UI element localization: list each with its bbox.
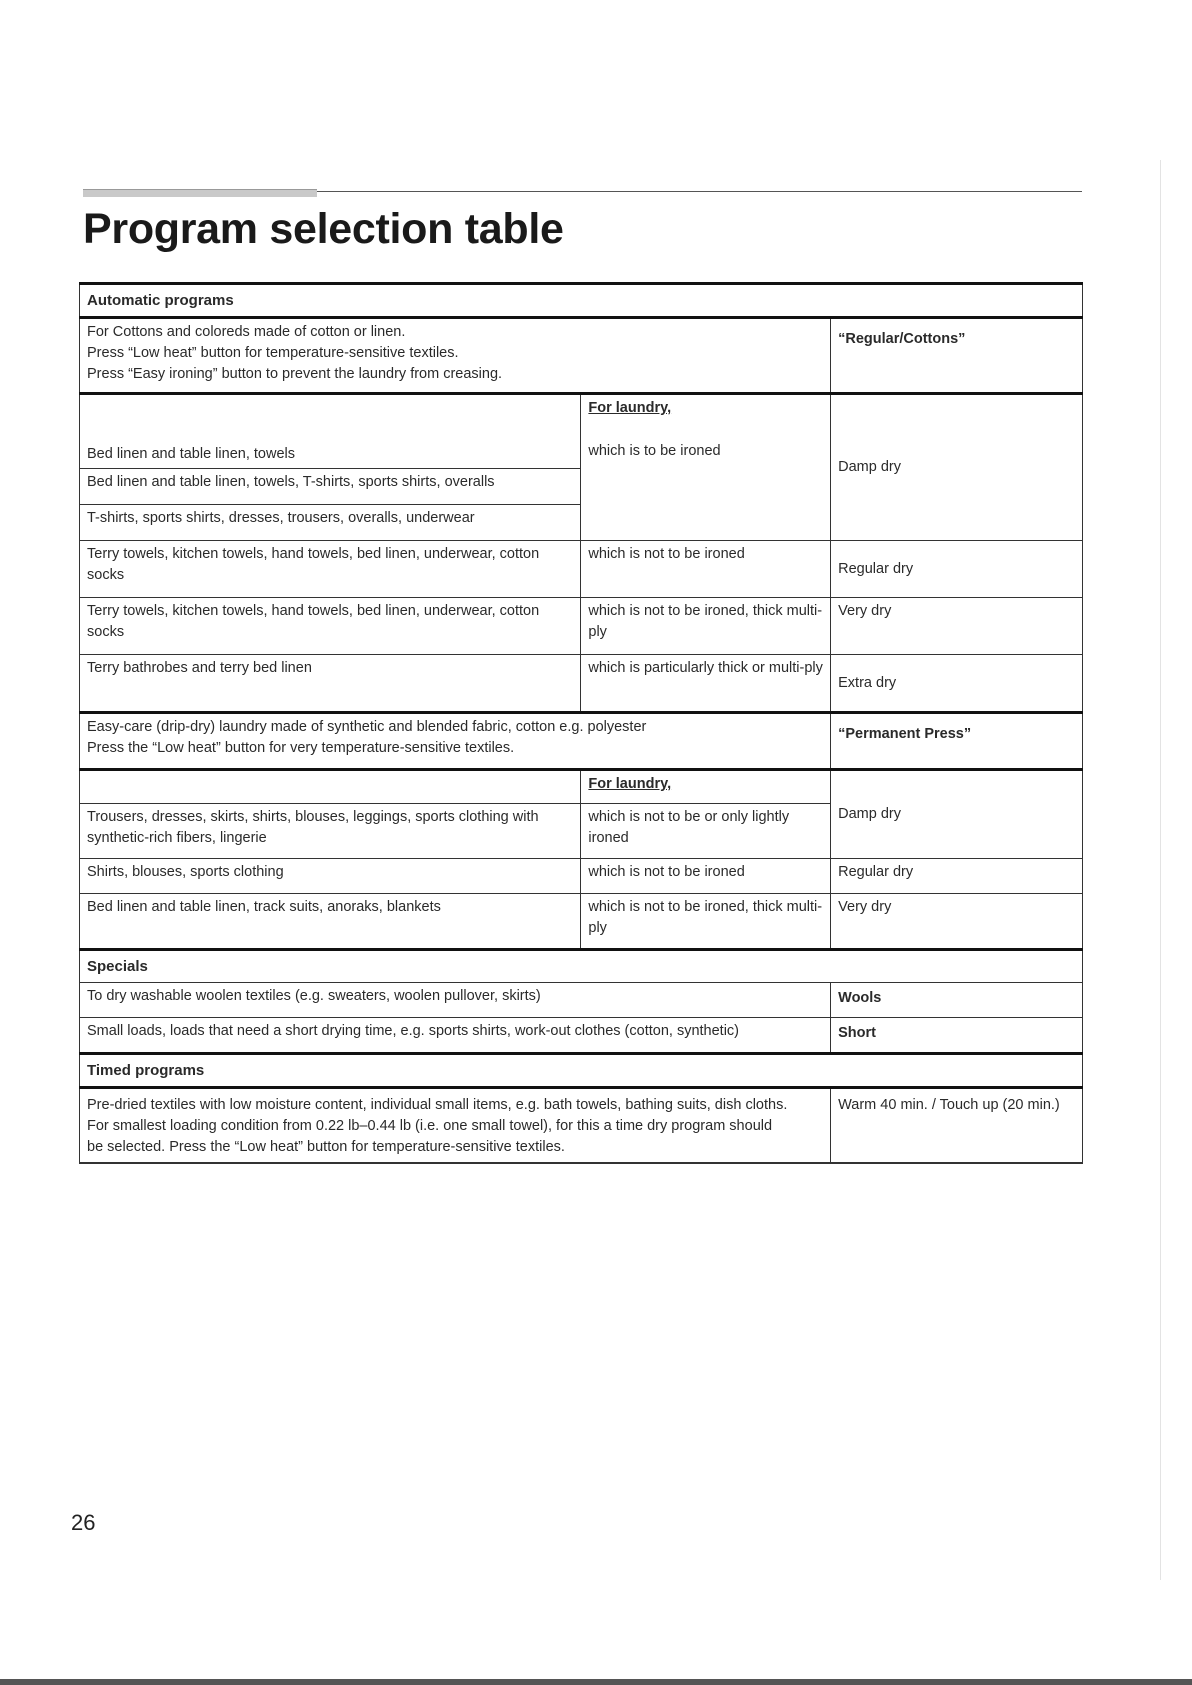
description-line: Press “Low heat” button for temperature-sensitive textiles. xyxy=(87,345,459,361)
description-line: Press the “Low heat” button for very temperature-sensitive textiles. xyxy=(87,740,515,756)
description-line: For Cottons and coloreds made of cotton or linen. xyxy=(87,324,406,340)
description-line: Easy-care (drip-dry) laundry made of synthetic and blended fabric, cotton e.g. polyester xyxy=(87,719,647,735)
program-description xyxy=(80,713,831,770)
description-line: be selected. Press the “Low heat” button for temperature-sensitive textiles. xyxy=(87,1139,565,1155)
table-row xyxy=(80,859,1083,894)
table-row xyxy=(80,894,1083,950)
program-description xyxy=(80,318,831,394)
program-description: Small loads, loads that need a short drying time, e.g. sports shirts, work-out clothes (cotton, synthetic) xyxy=(80,1018,831,1054)
laundry-type: T-shirts, sports shirts, dresses, trousers, overalls, underwear xyxy=(80,505,581,541)
section-heading: Timed programs xyxy=(80,1054,1083,1088)
laundry-condition: which is not to be ironed xyxy=(581,541,831,598)
section-header-timed xyxy=(80,1054,1083,1088)
laundry-condition: which is not to be or only lightly ironed xyxy=(581,804,831,859)
laundry-type: Trousers, dresses, skirts, shirts, blouses, leggings, sports clothing with synthetic-rich fibers, lingerie xyxy=(80,804,581,859)
laundry-type: Terry bathrobes and terry bed linen xyxy=(80,655,581,713)
section-heading: Specials xyxy=(80,950,1083,983)
scan-bottom-border xyxy=(0,1679,1192,1685)
for-laundry-label: For laundry, xyxy=(581,394,831,442)
laundry-type: Terry towels, kitchen towels, hand towels, bed linen, underwear, cotton socks xyxy=(80,541,581,598)
empty-cell xyxy=(80,394,581,442)
dryness-level: Very dry xyxy=(831,894,1083,950)
laundry-condition: which is not to be ironed, thick multi-ply xyxy=(581,894,831,950)
program-description: To dry washable woolen textiles (e.g. sweaters, woolen pullover, skirts) xyxy=(80,983,831,1018)
program-name: “Regular/Cottons” xyxy=(831,318,1083,394)
for-laundry-label: For laundry, xyxy=(581,770,831,804)
program-name: Short xyxy=(831,1018,1083,1054)
section-header-automatic xyxy=(80,284,1083,318)
laundry-type: Terry towels, kitchen towels, hand towels, bed linen, underwear, cotton socks xyxy=(80,598,581,655)
program-selection-table xyxy=(79,282,1083,1164)
table-row xyxy=(80,655,1083,713)
laundry-condition: which is to be ironed xyxy=(581,441,831,541)
header-accent-bar xyxy=(83,189,317,197)
section-header-specials xyxy=(80,950,1083,983)
program-name: Wools xyxy=(831,983,1083,1018)
program-description xyxy=(80,1088,831,1164)
scan-edge-line xyxy=(1160,160,1161,1580)
section-heading: Automatic programs xyxy=(80,284,1083,318)
table-row xyxy=(80,770,1083,804)
laundry-type: Bed linen and table linen, towels, T-shirts, sports shirts, overalls xyxy=(80,469,581,505)
dryness-level: Damp dry xyxy=(831,770,1083,859)
description-line: Pre-dried textiles with low moisture content, individual small items, e.g. bath towels, bathing suits, dish cloths. xyxy=(87,1097,788,1113)
program-row-permanent-press xyxy=(80,713,1083,770)
laundry-condition: which is particularly thick or multi-ply xyxy=(581,655,831,713)
dryness-level: Damp dry xyxy=(831,394,1083,541)
description-line: For smallest loading condition from 0.22 lb–0.44 lb (i.e. one small towel), for this a time dry program should xyxy=(87,1118,773,1134)
description-line: Press “Easy ironing” button to prevent the laundry from creasing. xyxy=(87,366,503,382)
table-row xyxy=(80,598,1083,655)
program-row-cottons xyxy=(80,318,1083,394)
laundry-type: Bed linen and table linen, towels xyxy=(80,441,581,469)
laundry-type: Bed linen and table linen, track suits, anoraks, blankets xyxy=(80,894,581,950)
laundry-condition: which is not to be ironed xyxy=(581,859,831,894)
table-row xyxy=(80,983,1083,1018)
dryness-level: Regular dry xyxy=(831,859,1083,894)
table-row xyxy=(80,394,1083,442)
program-row-timed xyxy=(80,1088,1083,1164)
empty-cell xyxy=(80,770,581,804)
dryness-level: Very dry xyxy=(831,598,1083,655)
table-row xyxy=(80,1018,1083,1054)
page-number: 26 xyxy=(71,1510,96,1535)
dryness-level: Regular dry xyxy=(831,541,1083,598)
laundry-type: Shirts, blouses, sports clothing xyxy=(80,859,581,894)
table-row xyxy=(80,541,1083,598)
program-name: “Permanent Press” xyxy=(831,713,1083,770)
program-name: Warm 40 min. / Touch up (20 min.) xyxy=(831,1088,1083,1164)
dryness-level: Extra dry xyxy=(831,655,1083,713)
laundry-condition: which is not to be ironed, thick multi-ply xyxy=(581,598,831,655)
page-title: Program selection table xyxy=(83,205,564,253)
